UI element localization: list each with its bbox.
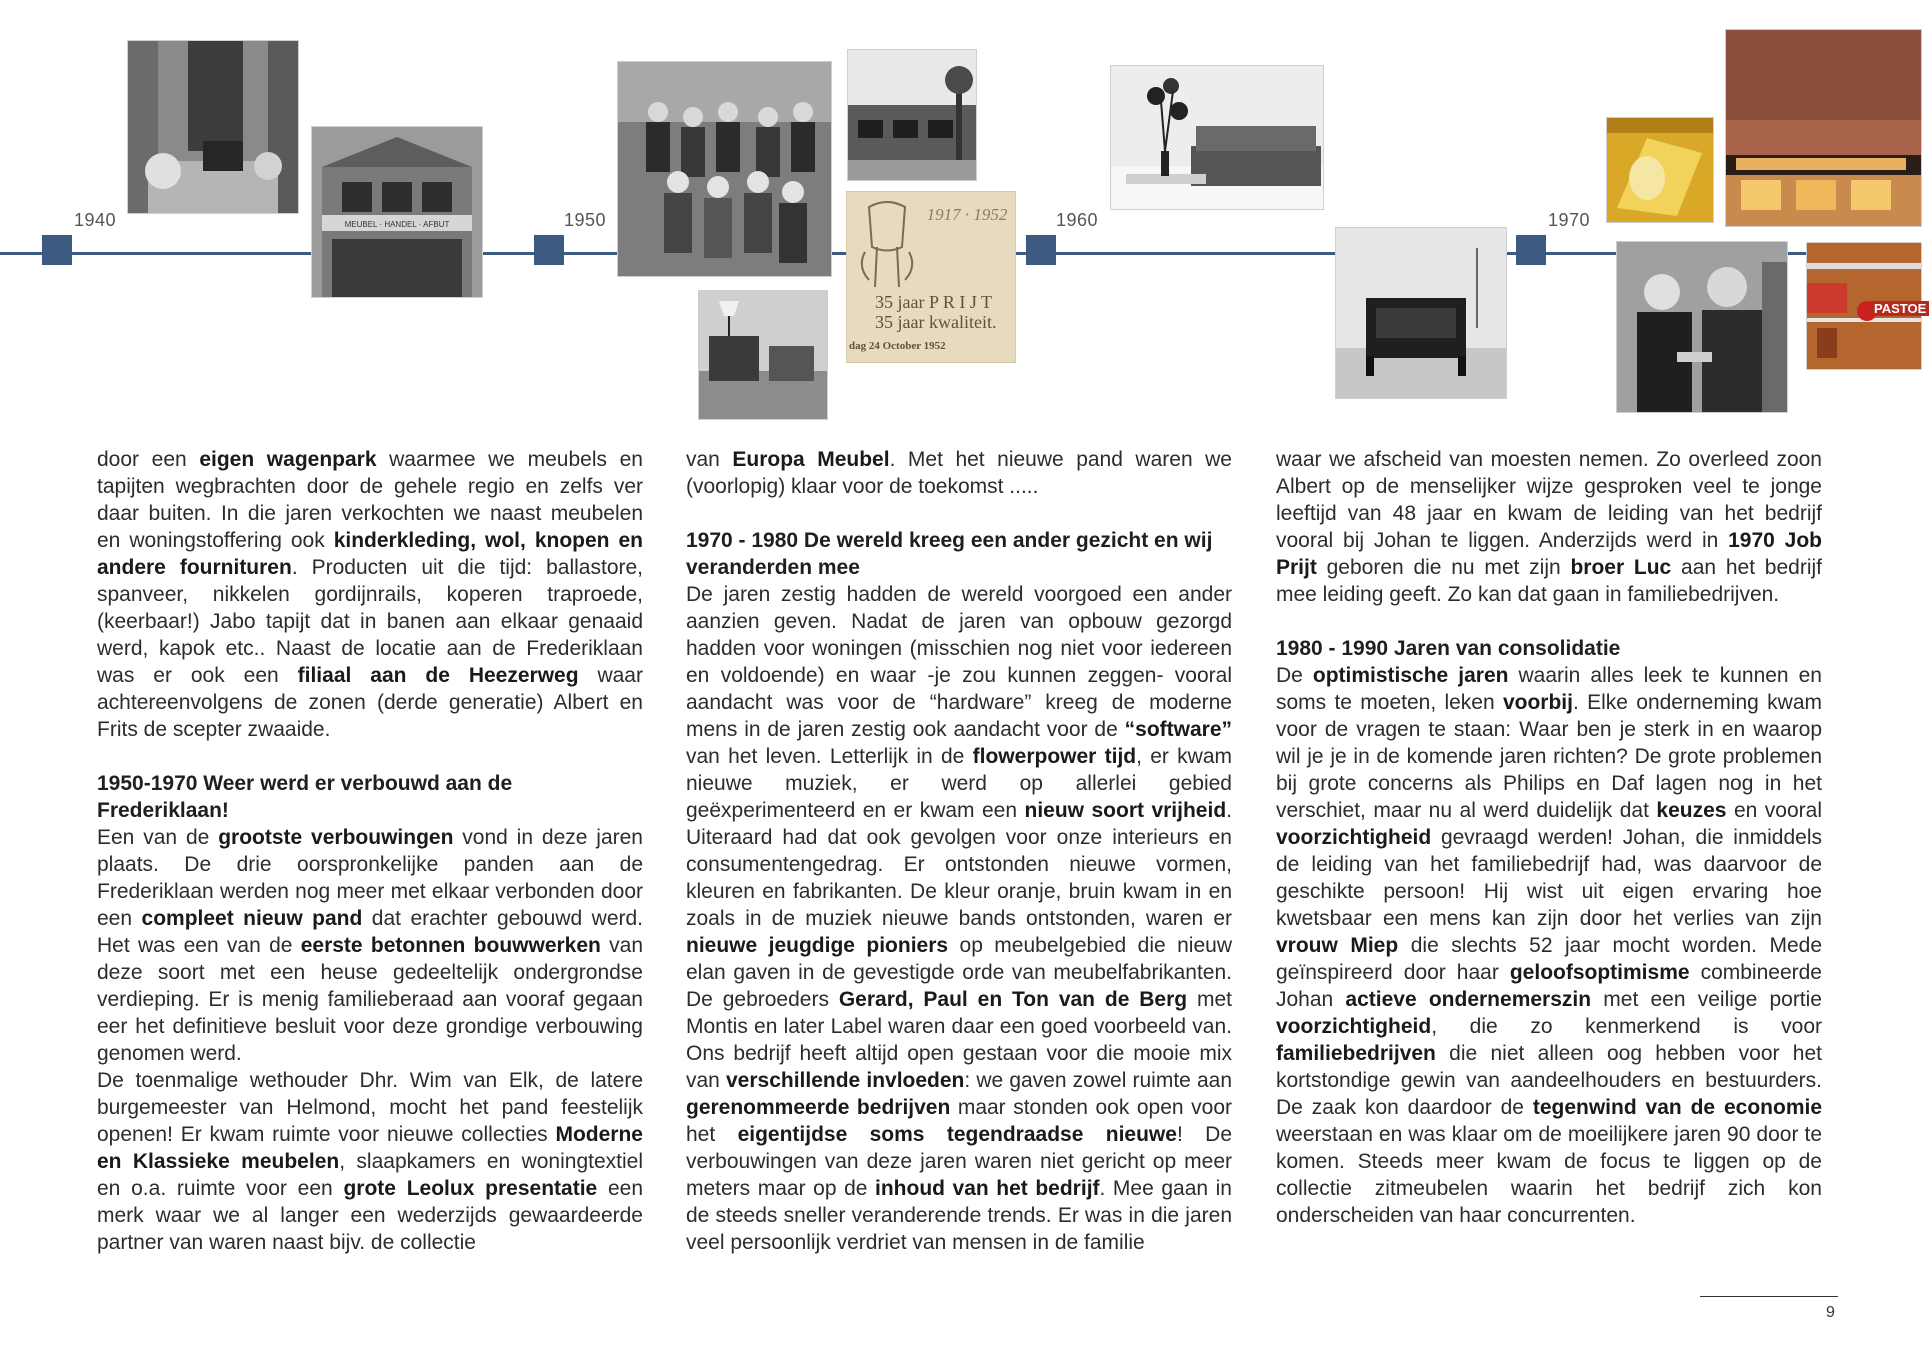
timeline-marker-1960: [1026, 235, 1056, 265]
photo-anniversary-card: [846, 191, 1016, 363]
col1-paragraph-2: Een van de grootste verbouwingen vond in deze jaren plaats. De drie oorspronkelijke panden aan de Frederiklaan werden nog meer met elkaar verbonden door een compleet nieuw pand dat erachter gebouwd werd. Het was een van de eerste betonnen bouwwerken van deze soort met een heuse gedeeltelijk ondergrondse verdieping. Er is menig familieberaad aan vooraf gegaan eer het definitieve besluit voor deze grondige verbouwing genomen werd.: [97, 826, 644, 1065]
timeline-year-1940: 1940: [74, 210, 117, 230]
photo-lounge-chair: [1335, 227, 1507, 399]
pastoe-label: PASTOE: [1871, 301, 1929, 316]
col3-paragraph-2: De optimistische jaren waarin alles leek te kunnen en soms te moeten, leken voorbij. Elke onderneming kwam voor de vragen te staan: Waar ben je sterk in en waarop wil je je in de komende jaren richten? De grote problemen bij grote concerns als Philips en Daf lagen nog in het verschiet, maar nu al werd duidelijk dat keuzes en vooral voorzichtigheid gevraagd werden! Johan, die inmiddels de leiding van het familiebedrijf had, was daarvoor de geschikte persoon! Hij wist uit eigen ervaring hoe kwetsbaar een mens kan zijn door het verlies van zijn vrouw Miep die slechts 52 jaar mocht worden. Mede geïnspireerd door haar geloofsoptimisme combineerde Johan actieve ondernemerszin met een veilige portie voorzichtigheid, die zo kenmerkend is voor familiebedrijven die niet alleen oog hebben voor het kortstondige gewin van aandeelhouders en bestuurders. De zaak kon daardoor de tegenwind van de economie weerstaan en was klaar om de moeilijkere jaren 90 door te komen. Steeds meer kwam de focus te liggen op de collectie zitmeubelen waarin het bedrijf zich kon onderscheiden van haar concurrenten.: [1276, 664, 1823, 1227]
col3-heading: 1980 - 1990 Jaren van consolidatie: [1276, 637, 1621, 660]
col2-paragraph-2: De jaren zestig hadden de wereld voorgoed een ander aanzien geven. Nadat de jaren van opbouw gezorgd hadden voor woningen (misschien nog niet voor iedereen en voldoende) en waar -je zou kunnen zeggen- vooral aandacht was voor de “hardware” kreeg de moderne mens in de jaren zestig ook aandacht voor de “software” van het leven. Letterlijk in de flowerpower tijd, er kwam nieuwe muziek, er werd op allerlei gebied geëxperimenteerd en er kwam een nieuw soort vrijheid. Uiteraard had dat ook gevolgen voor onze interieurs en consumentengedrag. Er ontstonden nieuwe vormen, kleuren en fabrikanten. De kleur oranje, bruin kwam in en zoals in de muziek nieuwe bands ontstonden, waren er nieuwe jeugdige pioniers op meubelgebied die nieuw elan gaven in de gevestigde orde van meubelfabrikanten. De gebroeders Gerard, Paul en Ton van de Berg met Montis en later Label waren daar een goed voorbeeld van. Ons bedrijf heeft altijd open gestaan voor die mooie mix van verschillende invloeden: we gaven zowel ruimte aan gerenommeerde bedrijven maar stonden ook open voor het eigentijdse soms tegendraadse nieuwe! De verbouwingen van deze jaren waren niet gericht op meer meters maar op de inhoud van het bedrijf. Mee gaan in de steeds sneller veranderende trends. Er was in die jaren veel persoonlijk verdriet van mensen in de familie: [686, 583, 1233, 1254]
page-number: 9: [1826, 1304, 1835, 1321]
footer-rule: [1700, 1296, 1838, 1297]
timeline-marker-1950: [534, 235, 564, 265]
timeline-marker-1940: [42, 235, 72, 265]
timeline-year-1960: 1960: [1056, 210, 1099, 230]
col3-paragraph-1: waar we afscheid van moesten nemen. Zo overleed zoon Albert op de menselijker wijze gesproken veel te jonge leeftijd van 48 jaar en kwam de leiding van het bedrijf vooral bij Johan te liggen. Anderzijds werd in 1970 Job Prijt geboren die nu met zijn broer Luc aan het bedrijf mee leiding geeft. Zo kan dat gaan in familiebedrijven.: [1276, 448, 1822, 606]
photo-handshake: [1616, 241, 1788, 413]
card-date: dag 24 October 1952: [849, 340, 946, 352]
col1-paragraph-1: door een eigen wagenpark waarmee we meubels en tapijten wegbrachten door de gehele regio en zelfs ver daar buiten. In die jaren verkochten we naast meubelen en woningstoffering ook kinderkleding, wol, knopen en andere fournituren. Producten uit die tijd: ballastore, spanveer, nikkelen gordijnrails, koperen traproede, (keerbaar!) Jabo tapijt dat in banen aan elkaar genaaid werd, kapok etc.. Naast de locatie aan de Frederiklaan was er ook een filiaal aan de Heezerweg waar achtereenvolgens de zonen (derde generatie) Albert en Frits de scepter zwaaide.: [97, 448, 644, 741]
timeline-marker-1970: [1516, 235, 1546, 265]
col1-heading: 1950-1970 Weer werd er verbouwd aan de Frederiklaan!: [97, 772, 513, 822]
photo-interior-1950s: [698, 290, 828, 420]
photo-store-night: [1725, 29, 1922, 227]
photo-flower-vase-sofa: [1110, 65, 1324, 210]
photo-family-group: [617, 61, 832, 277]
timeline-year-1970: 1970: [1548, 210, 1591, 230]
col1-paragraph-3: De toenmalige wethouder Dhr. Wim van Elk, de latere burgemeester van Helmond, mocht het pand feestelijk openen! Er kwam ruimte voor nieuwe collecties Moderne en Klassieke meubelen, slaapkamers en woningtextiel en o.a. ruimte voor een grote Leolux presentatie een merk waar we al langer een wederzijds gewaardeerde partner van waren naast bijv. de collectie: [97, 1069, 644, 1254]
photo-pastoe-display: [1806, 242, 1927, 370]
shop-sign-text: MEUBEL · HANDEL · AFBUT: [344, 220, 450, 229]
photo-yellow-chair: [1606, 117, 1714, 223]
card-years-text: 1917 · 1952: [926, 205, 1008, 224]
text-column-2: [686, 446, 1232, 1256]
photo-shopfront-meubel-handel: [311, 126, 483, 298]
timeline-year-1950: 1950: [564, 210, 607, 230]
card-line-2: 35 jaar kwaliteit.: [875, 312, 997, 332]
text-column-3: [1276, 446, 1822, 1229]
card-line-1: 35 jaar P R I J T: [875, 292, 992, 312]
photo-street-view: [847, 49, 977, 181]
col2-heading: 1970 - 1980 De wereld kreeg een ander gezicht en wij veranderden mee: [686, 529, 1213, 579]
col2-paragraph-1: van Europa Meubel. Met het nieuwe pand waren we (voorlopig) klaar voor de toekomst .....: [686, 448, 1232, 498]
text-column-1: [97, 446, 643, 1256]
photo-showroom-1940: [127, 40, 299, 214]
